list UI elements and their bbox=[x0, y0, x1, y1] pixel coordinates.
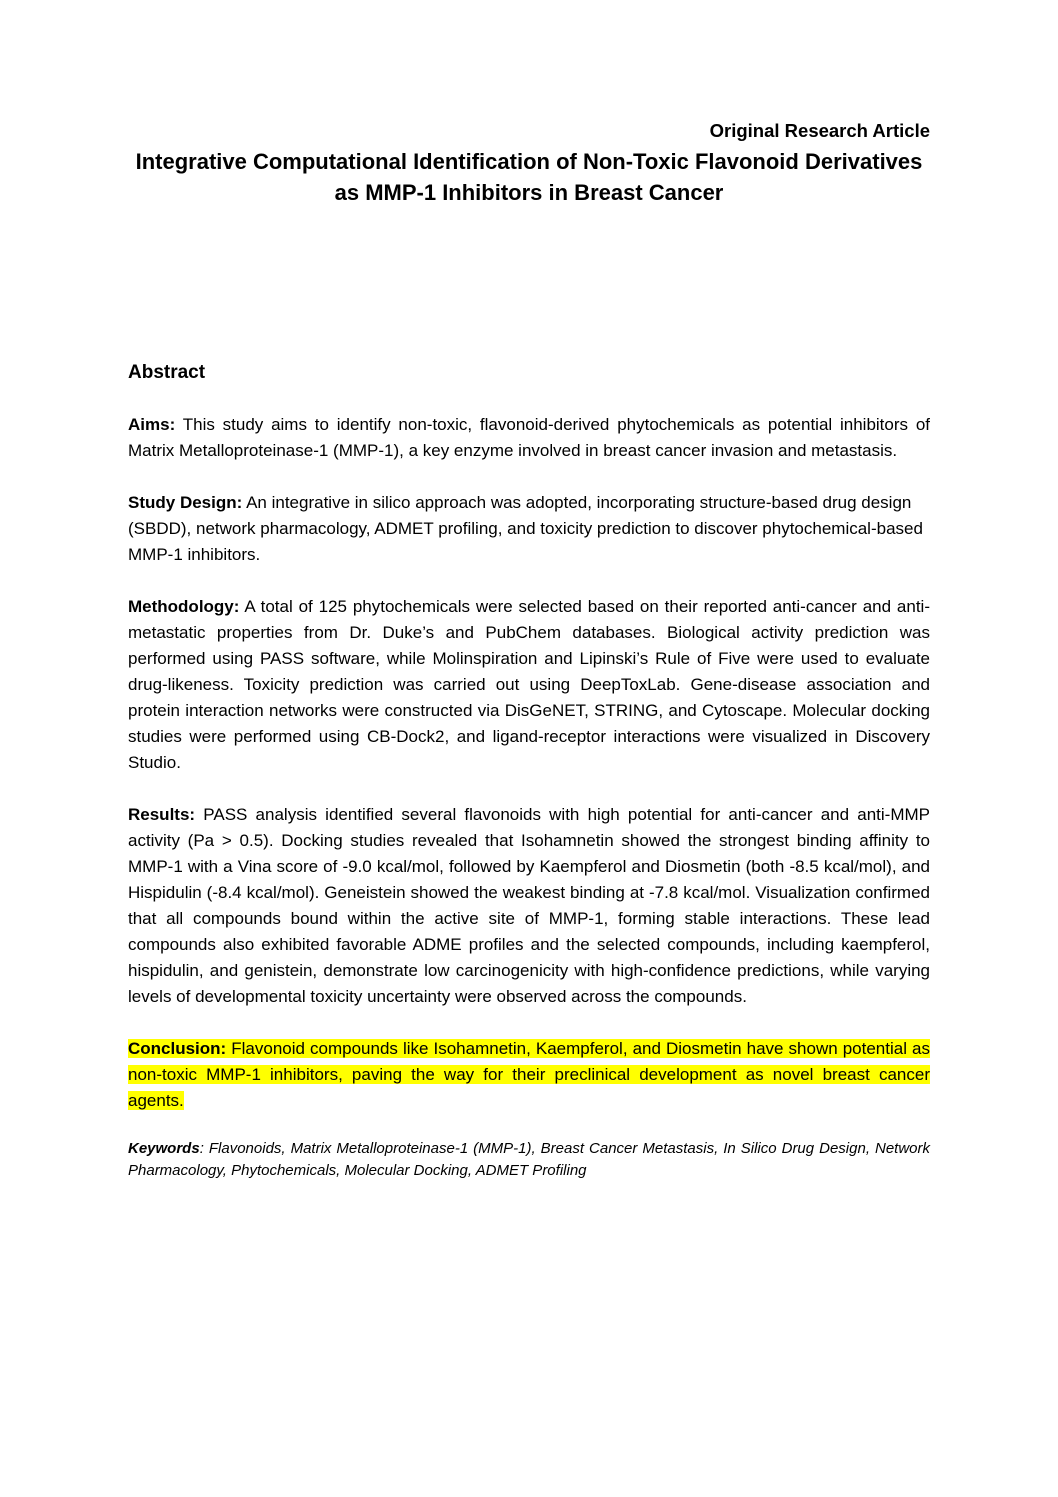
methodology-text: A total of 125 phytochemicals were selected based on their reported anti-cancer and anti-metastatic properties from Dr. Duke’s and PubChem databases. Biological activity prediction was performed using PASS software, while Molinspiration and Lipinski’s Rule of Five were used to evaluate drug-likeness. Toxicity prediction was carried out using DeepToxLab. Gene-disease association and protein interaction networks were constructed via DisGeNET, STRING, and Cytoscape. Molecular docking studies were performed using CB-Dock2, and ligand-receptor interactions were visualized in Discovery Studio. bbox=[128, 597, 930, 772]
study-design-label: Study Design: bbox=[128, 493, 243, 512]
conclusion-highlight bbox=[128, 1039, 930, 1110]
abstract-heading: Abstract bbox=[128, 362, 206, 383]
methodology-label: Methodology: bbox=[128, 597, 240, 616]
aims-paragraph bbox=[128, 412, 930, 464]
keywords-text: : Flavonoids, Matrix Metalloproteinase-1 (MMP-1), Breast Cancer Metastasis, In Silico Drug Design, Network Pharmacology, Phytochemicals, Molecular Docking, ADMET Profiling bbox=[128, 1140, 930, 1179]
results-label: Results: bbox=[128, 805, 196, 824]
keywords-paragraph bbox=[128, 1138, 930, 1182]
conclusion-text: Flavonoid compounds like Isohamnetin, Kaempferol, and Diosmetin have shown potential as non-toxic MMP-1 inhibitors, paving the way for their preclinical development as novel breast cancer agents. bbox=[128, 1039, 930, 1110]
results-text: PASS analysis identified several flavonoids with high potential for anti-cancer and anti-MMP activity (Pa > 0.5). Docking studies revealed that Isohamnetin showed the strongest binding affinity to MMP-1 with a Vina score of -9.0 kcal/mol, followed by Kaempferol and Diosmetin (both -8.5 kcal/mol), and Hispidulin (-8.4 kcal/mol). Geneistein showed the weakest binding at -7.8 kcal/mol. Visualization confirmed that all compounds bound within the active site of MMP-1, forming stable interactions. These lead compounds also exhibited favorable ADME profiles and the selected compounds, including kaempferol, hispidulin, and genistein, demonstrate low carcinogenicity with high-confidence predictions, while varying levels of developmental toxicity uncertainty were observed across the compounds. bbox=[128, 805, 930, 1006]
results-paragraph bbox=[128, 802, 930, 1010]
conclusion-label: Conclusion: bbox=[128, 1039, 227, 1058]
keywords-label: Keywords bbox=[128, 1140, 200, 1157]
study-design-paragraph bbox=[128, 490, 930, 568]
article-type-heading: Original Research Article bbox=[709, 120, 930, 141]
study-design-text: An integrative in silico approach was adopted, incorporating structure-based drug design (SBDD), network pharmacology, ADMET profiling, and toxicity prediction to discover phytochemical-based MMP-1 inhibitors. bbox=[128, 493, 923, 564]
conclusion-paragraph bbox=[128, 1036, 930, 1114]
aims-label: Aims: bbox=[128, 415, 176, 434]
aims-text: This study aims to identify non-toxic, flavonoid-derived phytochemicals as potential inhibitors of Matrix Metalloproteinase-1 (MMP-1), a key enzyme involved in breast cancer invasion and metastasis. bbox=[128, 415, 930, 460]
methodology-paragraph bbox=[128, 594, 930, 776]
page-title: Integrative Computational Identification of Non-Toxic Flavonoid Derivatives as MMP-1 Inhibitors in Breast Cancer bbox=[135, 149, 923, 205]
